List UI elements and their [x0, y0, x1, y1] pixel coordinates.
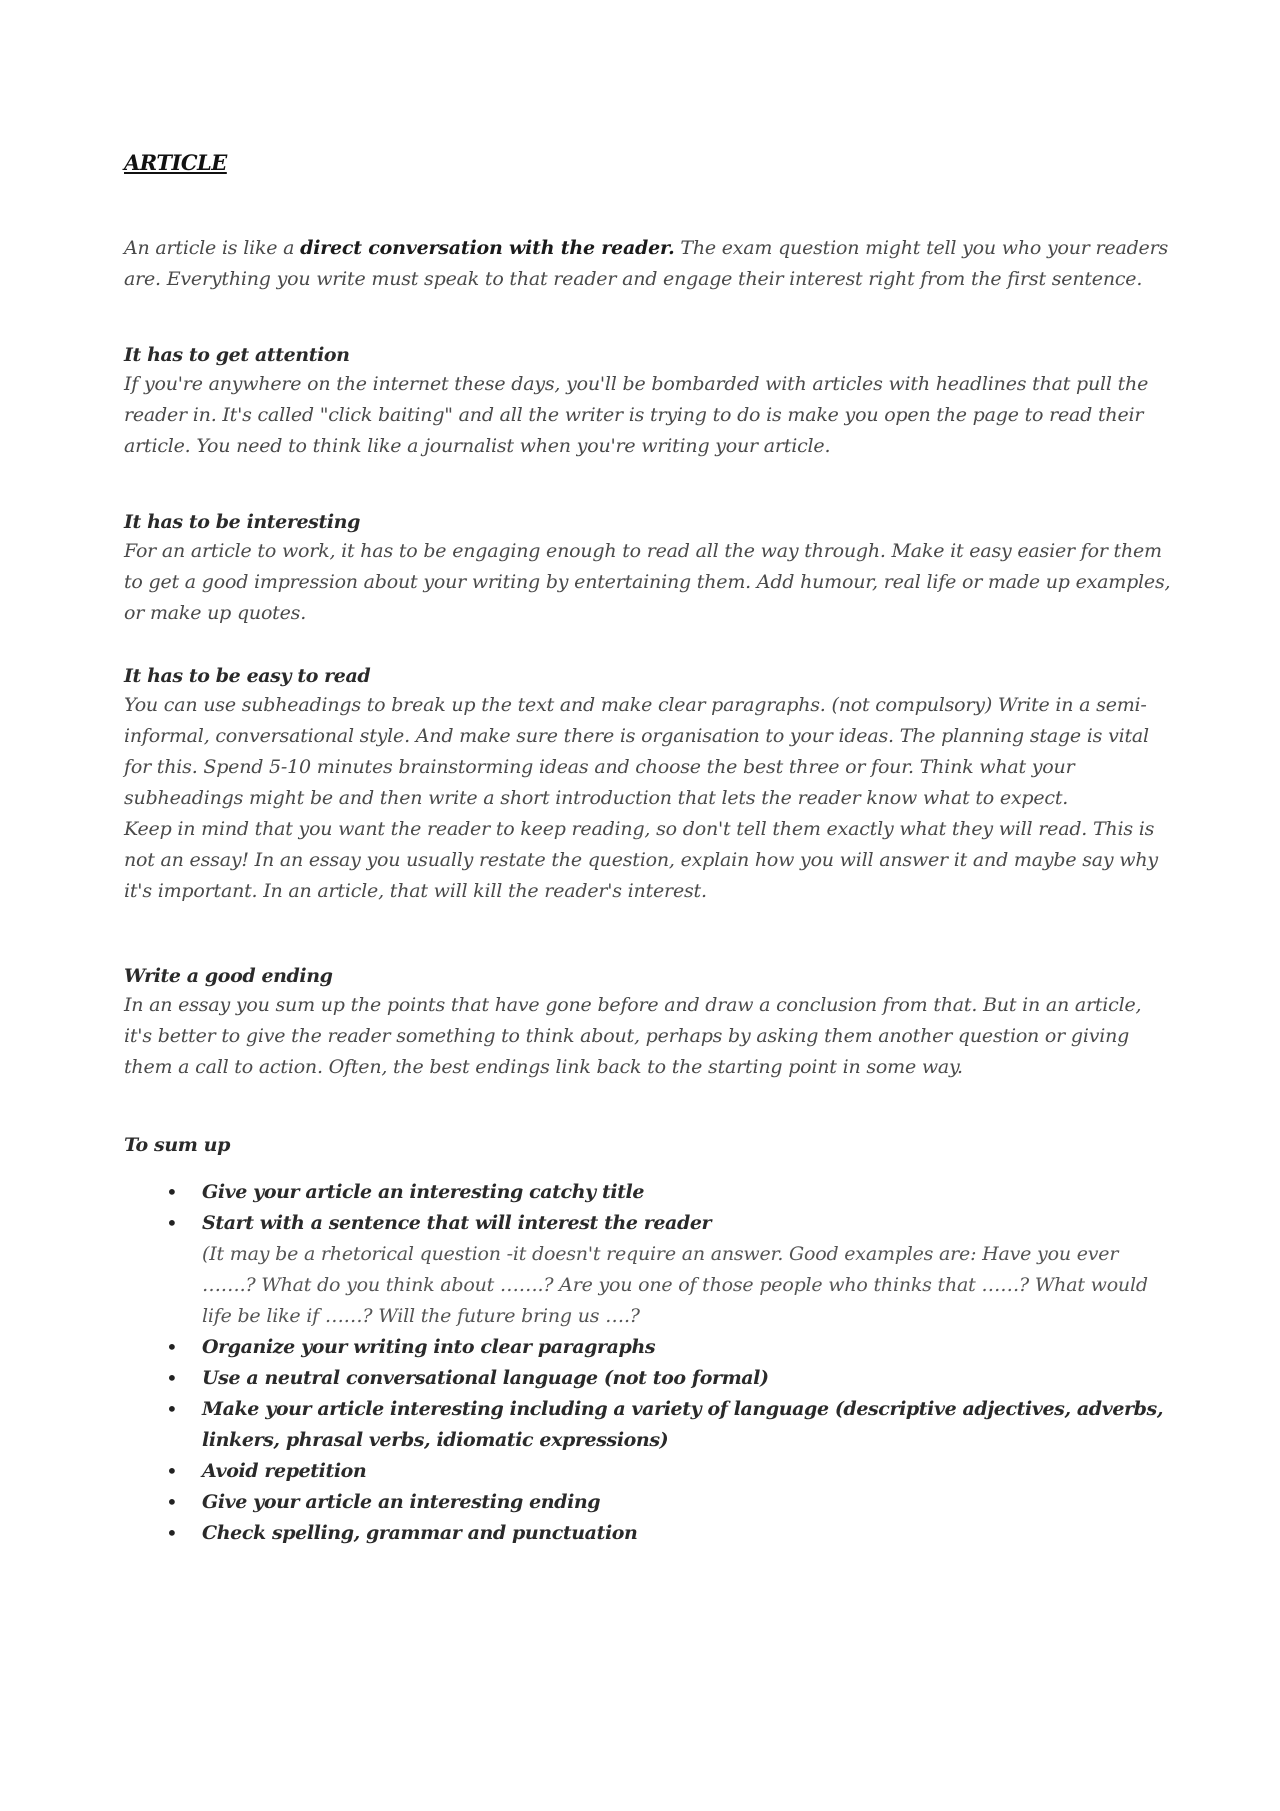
intro-paragraph	[124, 233, 1174, 295]
bullet-icon: •	[166, 1180, 178, 1204]
bullet-icon: •	[166, 1211, 178, 1235]
list-item-text: Give your article an interesting catchy title	[202, 1181, 645, 1203]
list-item	[166, 1332, 1174, 1363]
bullet-icon: •	[166, 1397, 178, 1421]
section-heading: Write a good ending	[124, 965, 333, 987]
intro-text-end: The exam question might tell you who your readers are. Everything you write must speak to that reader and engage their interest right from the first sentence.	[124, 237, 1169, 290]
list-item-text: Make your article interesting including a variety of language (descriptive adjectives, adverbs, linkers, phrasal verbs, idiomatic expressions)	[202, 1398, 1164, 1451]
list-item	[166, 1208, 1174, 1332]
section-body: In an essay you sum up the points that have gone before and draw a conclusion from that. But in an article, it's better to give the reader something to think about, perhaps by asking them another question or giving them a call to action. Often, the best endings link back to the starting point in some way.	[124, 994, 1142, 1078]
summary-heading: To sum up	[124, 1134, 230, 1156]
list-item-text: Use a neutral conversational language (not too formal)	[202, 1367, 769, 1389]
list-item	[166, 1456, 1174, 1487]
list-item-text: Give your article an interesting ending	[202, 1491, 601, 1513]
bullet-icon: •	[166, 1335, 178, 1359]
list-item	[166, 1518, 1174, 1549]
section-body: For an article to work, it has to be engaging enough to read all the way through. Make it easy easier for them to get a good impression about your writing by entertaining them. Add humour, real life or made up examples, or make up quotes.	[124, 540, 1171, 624]
list-item-text: Organize your writing into clear paragraphs	[202, 1336, 656, 1358]
document-title: ARTICLE	[124, 150, 227, 175]
list-item	[166, 1394, 1174, 1456]
section-heading: It has to be interesting	[124, 511, 360, 533]
summary-list	[124, 1177, 1174, 1549]
list-item	[166, 1363, 1174, 1394]
section-body-continued: Keep in mind that you want the reader to keep reading, so don't tell them exactly what they will read. This is not an essay! In an essay you usually restate the question, explain how you will answer it and maybe say why it's important. In an article, that will kill the reader's interest.	[124, 818, 1158, 902]
list-item-text: Avoid repetition	[202, 1460, 367, 1482]
section-good-ending	[124, 962, 1174, 1083]
list-item-text: Check spelling, grammar and punctuation	[202, 1522, 638, 1544]
bullet-icon: •	[166, 1459, 178, 1483]
section-heading: It has to be easy to read	[124, 665, 371, 687]
list-item-text: Start with a sentence that will interest the reader	[202, 1212, 712, 1234]
list-item	[166, 1487, 1174, 1518]
list-item	[166, 1177, 1174, 1208]
intro-text-start: An article is like a	[124, 237, 301, 259]
intro-bold-phrase: direct conversation with the reader.	[300, 237, 675, 259]
section-body: You can use subheadings to break up the text and make clear paragraphs. (not compulsory) Write in a semi-informal, conversational style. And make sure there is organisation to your ideas. The planning stage is vital for this. Spend 5-10 minutes brainstorming ideas and choose the best three or four. Think what your subheadings might be and then write a short introduction that lets the reader know what to expect.	[124, 694, 1149, 809]
section-heading: It has to get attention	[124, 344, 350, 366]
section-get-attention	[124, 341, 1174, 462]
section-body: If you're anywhere on the internet these days, you'll be bombarded with articles with headlines that pull the reader in. It's called "click baiting" and all the writer is trying to do is make you open the page to read their article. You need to think like a journalist when you're writing your article.	[124, 373, 1149, 457]
bullet-icon: •	[166, 1490, 178, 1514]
section-interesting	[124, 508, 1174, 629]
list-item-note: (It may be a rhetorical question -it doesn't require an answer. Good examples are: Have you ever …….? What do you think about …….? Are you one of those people who thinks that ……? What would life be like if ……? Will the future bring us ….?	[202, 1243, 1148, 1327]
bullet-icon: •	[166, 1521, 178, 1545]
document-page	[124, 150, 1174, 1549]
section-easy-to-read	[124, 662, 1174, 907]
bullet-icon: •	[166, 1366, 178, 1390]
